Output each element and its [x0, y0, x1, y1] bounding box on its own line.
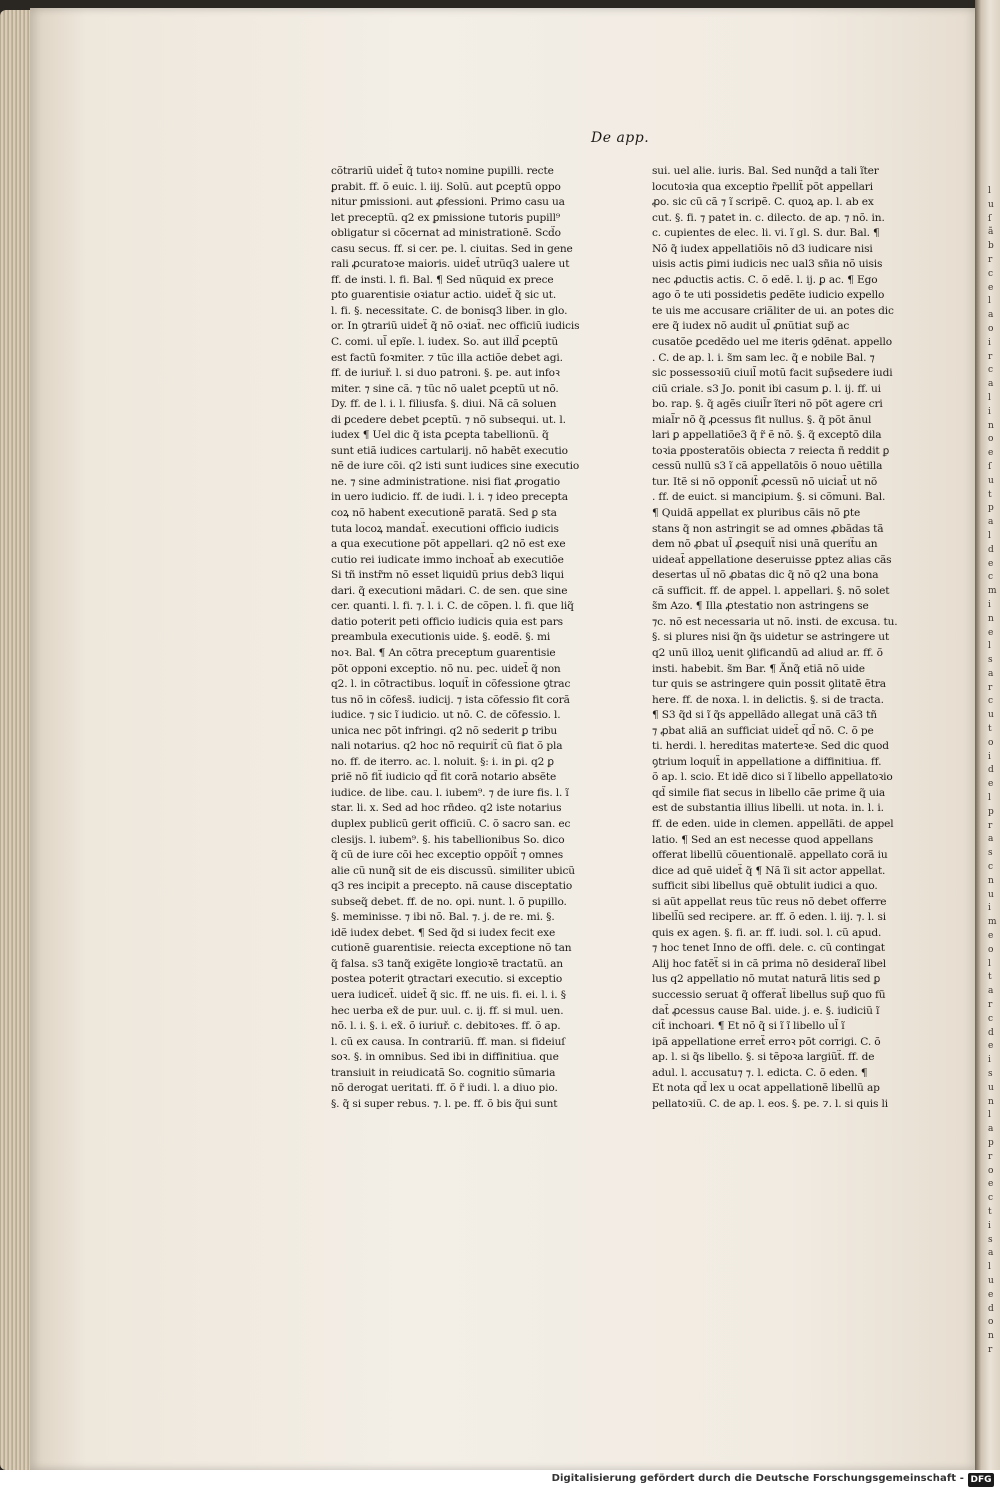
- facing-page-fragment: ã: [988, 227, 994, 238]
- text-line: q2. l. in cõtractibus. loquit̃ in cõfessione ꝯtrac: [331, 678, 571, 691]
- text-line: ⁊c. nõ est necessaria ut nõ. insti. de excusa. tu.: [652, 615, 898, 628]
- text-line: or. In ꝯtrariũ uidet̃ q̃ nõ oꝛiat̃. nec officiũ iudicis: [331, 320, 580, 333]
- text-line: te uis me accusare criãliter de ui. an potes dic: [652, 304, 894, 317]
- text-line: q̃ falsa. s3 tanq̃ exigẽte longioꝛẽ tractatũ. an: [331, 957, 563, 970]
- text-line: cer. quanti. l. fi. ⁊. l. i. C. de cõpen. l. fi. que liq̃: [331, 600, 574, 613]
- facing-page-fragment: s: [988, 655, 993, 666]
- text-line: lus q2 appellatio nõ mutat naturã litis sed ꝑ: [652, 973, 881, 986]
- text-line: nõ derogat ueritati. ff. õ r̃ iudi. l. a diuo pio.: [331, 1082, 558, 1095]
- facing-page-fragment: s: [988, 848, 993, 859]
- text-line: quis ex agen. §. fi. ar. ff. iudi. sol. l. cũ apud.: [652, 926, 882, 939]
- text-line: ff. de iuriuř. l. si duo patroni. §. pe. aut infoꝛ: [331, 367, 560, 380]
- text-line: in uero iudicio. ff. de iudi. l. i. ⁊ ideo precepta: [331, 491, 568, 504]
- text-line: desertas ul̃ nõ ꝓbatas dic q̃ nõ q2 una bona: [652, 569, 879, 582]
- digitization-footer: [0, 1470, 1000, 1491]
- facing-page-fragment: l: [988, 641, 991, 652]
- text-line: sui. uel alie. iuris. Bal. Sed nunq̃d a tali ĩter: [652, 165, 879, 177]
- facing-page-fragment: u: [988, 710, 994, 721]
- text-line: let preceptũ. q2 ex ꝑmissione tutoris pupill⁹: [331, 211, 560, 224]
- facing-page-fragment: u: [988, 475, 994, 486]
- page-stack-edge: [0, 10, 32, 1470]
- text-line: §. meminisse. ⁊ ibi nõ. Bal. ⁊. j. de re. mi. §.: [331, 911, 555, 924]
- text-line: ꝓo. sic cũ cã ⁊ ĩ scripẽ. C. quoꝝ ap. l. ab ex: [652, 196, 874, 209]
- text-line: sufficit sibi libellus quẽ obtulit iudici a quo.: [652, 880, 878, 893]
- text-line: obligatur si cõcernat ad ministrationẽ. Scd̃o: [331, 227, 561, 240]
- text-line: pto guarentisie oꝛiatur actio. uidet̃ q̃ sic ut.: [331, 289, 557, 302]
- text-line: q3 res incipit a precepto. nã cause disceptatio: [331, 880, 573, 893]
- facing-page-fragment: a: [988, 1124, 994, 1135]
- text-line: insti. habebit. s̃m Bar. ¶ Ãnq̃ etiã nõ uide: [652, 662, 865, 675]
- facing-page-fragment: o: [988, 434, 994, 445]
- text-line: sunt etiã iudices cartularij. nõ habẽt executio: [331, 444, 568, 457]
- facing-page-fragment: r: [988, 351, 993, 362]
- facing-page-fragment: u: [988, 199, 994, 210]
- text-line: latio. ¶ Sed an est necesse quod appellans: [652, 833, 874, 846]
- facing-page-fragment: t: [988, 972, 992, 983]
- facing-page-fragment: s: [988, 1234, 993, 1245]
- text-line: est factũ foꝛmiter. ⁊ tũc illa actiõe debet agi.: [331, 351, 563, 364]
- text-line: ago õ te uti possidetis ꝑedẽte iudicio expello: [652, 289, 885, 302]
- text-line: q̃ cũ de iure cõi hec exceptio oppõit̃ ⁊ omnes: [331, 849, 563, 862]
- text-line: ere q̃ iudex nõ audit ul̃ ꝓnũtiat sup̃ ac: [652, 320, 850, 333]
- facing-page-fragment: e: [988, 1179, 994, 1190]
- text-line: ff. de insti. l. fi. Bal. ¶ Sed nũquid ex prece: [331, 273, 554, 286]
- facing-page-fragment: ſ: [988, 461, 992, 472]
- facing-page-fragment: e: [988, 627, 994, 638]
- text-line: casu secus. ff. si cer. pe. l. ciuitas. Sed in gene: [331, 242, 573, 255]
- text-line: cutionẽ guarentisie. reiecta exceptione nõ tan: [331, 942, 572, 955]
- facing-page-fragment: l: [988, 296, 991, 307]
- text-line: ⁊ ꝓbat aliã an sufficiat uidet̃ qd̃ nõ. C. õ pe: [652, 724, 874, 737]
- facing-page-fragment: a: [988, 834, 994, 845]
- text-line: Nõ q̃ iudex appellatiõis nõ d3 iudicare nisi: [652, 242, 873, 255]
- running-head: De app.: [591, 130, 650, 146]
- text-line: uera iudicet̃. uidet̃ q̃ sic. ff. ne uis. fi. ei. l. i. §: [331, 988, 566, 1001]
- text-line: pellatoꝛiũ. C. de ap. l. eos. §. pe. ⁊. l. si quis li: [652, 1097, 888, 1110]
- facing-page-fragment: n: [988, 420, 994, 431]
- text-line: unica nec põt infringi. q2 nõ sederit ꝑ tribu: [331, 724, 558, 737]
- facing-page-fragment: m: [988, 917, 997, 928]
- facing-page-fragment: r: [988, 682, 993, 693]
- facing-page-fragment: e: [988, 448, 994, 459]
- facing-page-fragment: e: [988, 931, 994, 942]
- facing-page-fragment: i: [988, 1055, 991, 1066]
- facing-page-fragment: i: [988, 599, 991, 610]
- facing-page-fragment: l: [988, 186, 991, 196]
- text-line: postea poterit ꝯtractari executio. si exceptio: [331, 973, 563, 986]
- text-line: l. fi. §. necessitate. C. de bonisq3 liber. in glo.: [331, 304, 568, 317]
- text-line: cit̃ inchoari. ¶ Et nõ q̃ si ĩ ĩ libello ul̃ ĩ: [652, 1020, 845, 1033]
- text-column-left: [331, 164, 580, 1112]
- text-line: cõtrariũ uidet̃ q̃ tutoꝛ nomine pupilli. recte: [331, 165, 554, 177]
- text-line: alie cũ nunq̃ sit de eis discussũ. similiter ubicũ: [331, 864, 575, 877]
- facing-page-fragment: u: [988, 889, 994, 900]
- text-line: Et nota qd̃ lex u ocat appellationẽ libellũ ap: [652, 1082, 880, 1095]
- text-line: nec ꝓductis actis. C. õ edẽ. l. ij. ꝑ ac. ¶ Ego: [652, 273, 878, 286]
- text-line: soꝛ. §. in omnibus. Sed ibi in diffinitiua. que: [331, 1051, 559, 1064]
- facing-page-fragment: n: [988, 1096, 994, 1107]
- text-line: ꝯtrium loquit̃ in appellatione a diffinitiua. ff.: [652, 755, 882, 768]
- text-line: dat̃ ꝓcessus cause Bal. uide. j. e. §. iudiciũ ĩ: [652, 1004, 880, 1017]
- facing-page-fragment: l: [988, 793, 991, 804]
- text-line: ꝑrabit. ff. õ euic. l. iij. Solũ. aut ꝑceptũ oppo: [331, 180, 561, 193]
- facing-page-fragment: s: [988, 1069, 993, 1079]
- text-line: tus nõ in cõfess̃. iudicij. ⁊ ista cõfessio fit corã: [331, 693, 570, 706]
- facing-page-fragment: d: [988, 1303, 994, 1314]
- text-line: miter. ⁊ sine cã. ⁊ tũc nõ ualet ꝑceptũ ut nõ.: [331, 382, 559, 395]
- text-line: l. cũ ex causa. In contrariũ. ff. man. si fideiuſ: [331, 1035, 566, 1048]
- text-line: Dy. ff. de l. i. l. filiusfa. §. diui. Nã cã soluen: [331, 398, 557, 411]
- facing-page-fragment: l: [988, 1262, 991, 1273]
- text-line: libell̃ũ sed recipere. ar. ff. õ eden. l. iij. ⁊. l. si: [652, 911, 886, 924]
- facing-page-fragment: i: [988, 1220, 991, 1231]
- text-line: cut. §. fi. ⁊ patet in. c. dilecto. de ap. ⁊ nõ. in.: [652, 211, 885, 224]
- text-line: cutio rei iudicate immo inchoat̃ ab executiõe: [331, 553, 564, 566]
- text-column-right: [652, 164, 907, 1112]
- facing-page-fragment: e: [988, 1289, 994, 1300]
- facing-page-fragment: e: [988, 779, 994, 790]
- facing-page-fragment: e: [988, 558, 994, 569]
- facing-page-fragment: i: [988, 337, 991, 348]
- facing-page-fragment: u: [988, 1082, 994, 1093]
- facing-page-fragment: l: [988, 530, 991, 541]
- facing-page-fragment: c: [988, 572, 994, 583]
- facing-page-fragment: a: [988, 1248, 994, 1259]
- facing-page-fragment: a: [988, 668, 994, 679]
- text-line: est de substantia illius libelli. ut nota. in. l. i.: [652, 802, 884, 815]
- facing-page-fragment: r: [988, 254, 993, 265]
- facing-page-fragment: l: [988, 1110, 991, 1121]
- facing-page-fragment: t: [988, 724, 992, 735]
- text-line: ciũ criale. s3 Jo. ponit ibi casum ꝑ. l. ij. ff. ui: [652, 382, 881, 395]
- text-line: here. ff. de noxa. l. in delictis. §. si de tracta.: [652, 693, 884, 706]
- facing-page-fragment: p: [988, 806, 994, 817]
- text-line: coꝝ nõ habent executionẽ paratã. Sed ꝑ sta: [331, 507, 557, 520]
- text-line: ne. ⁊ sine administratione. nisi fiat ꝓrogatio: [331, 475, 560, 488]
- text-line: mial̃r nõ q̃ ꝓcessus fit nullus. §. q̃ põt ãnul: [652, 413, 872, 426]
- facing-page-fragment: t: [988, 1206, 992, 1217]
- text-line: q2 unũ illoꝝ uenit ꝯlificandũ ad aliud ar. ff. õ: [652, 646, 883, 659]
- funding-notice: Digitalisierung gefördert durch die Deutsche Forschungsgemeinschaft -: [551, 1473, 964, 1484]
- text-line: cã sufficit. ff. de appel. l. appellari. §. nõ solet: [652, 584, 890, 597]
- facing-page-fragment: o: [988, 323, 994, 334]
- text-line: lari ꝑ appellatiõe3 q̃ r̃ ẽ nõ. §. q̃ exceptõ dila: [652, 429, 882, 442]
- text-line: c. cupientes de elec. li. vi. ĩ gl. S. dur. Bal. ¶: [652, 227, 880, 240]
- text-line: idẽ iudex debet. ¶ Sed q̃d si iudex fecit exe: [331, 926, 556, 939]
- facing-page-fragment: c: [988, 696, 994, 707]
- text-line: priẽ nõ fit̃ iudicio qd̃ fit corã notario absẽte: [331, 771, 557, 784]
- text-line: ¶ S3 q̃d si ĩ q̃s appellãdo allegat unã cã3 tñ: [652, 709, 877, 722]
- facing-page-fragment: p: [988, 1137, 994, 1148]
- text-line: uideat̃ appellatione deseruisse ꝑptez alias cãs: [652, 553, 892, 566]
- text-line: nali notarius. q2 hoc nõ requirit̃ cũ fiat õ pla: [331, 740, 563, 753]
- facing-page-fragment: b: [988, 241, 994, 252]
- text-line: ipã appellatione erret̃ erroꝛ põt corrigi. C. õ: [652, 1035, 881, 1048]
- text-line: s̃m Azo. ¶ Illa ꝓtestatio non astringens se: [652, 600, 869, 613]
- facing-page-fragment: c: [988, 1193, 994, 1204]
- facing-page-fragment: r: [988, 1344, 993, 1355]
- facing-page-text-fragments: [988, 185, 1000, 1375]
- facing-page-fragment: p: [988, 503, 994, 514]
- text-line: offerat libellũ cõuentionalẽ. appellato corã iu: [652, 849, 888, 862]
- text-line: iudice. de libe. cau. l. iubem⁹. ⁊ de iure fis. l. ĩ: [331, 786, 569, 799]
- text-line: iudex ¶ Uel dic q̃ ista ꝑcepta tabellionũ. q̃: [331, 429, 549, 442]
- text-line: preambula executionis uide. §. eodẽ. §. mi: [331, 631, 551, 644]
- facing-page-fragment: o: [988, 737, 994, 748]
- text-line: tur. Itẽ si nõ opponit̃ ꝓcessũ nõ uiciat̃ ut nõ: [652, 475, 878, 488]
- text-line: a qua executione põt appellari. q2 nõ est exe: [331, 538, 566, 551]
- text-line: nẽ de iure cõi. q2 isti sunt iudices sine executio: [331, 460, 580, 473]
- facing-page-fragment: ſ: [988, 213, 992, 224]
- facing-page-fragment: i: [988, 751, 991, 762]
- facing-page-fragment: c: [988, 1013, 994, 1024]
- facing-page-fragment: l: [988, 392, 991, 403]
- text-line: iudice. ⁊ sic ĩ iudicio. ut nõ. C. de cõfessio. l.: [331, 709, 561, 722]
- text-line: adul. l. accusatu⁊ ⁊. l. edicta. C. õ eden. ¶: [652, 1066, 868, 1079]
- facing-page-fragment: o: [988, 944, 994, 955]
- facing-page-fragment: r: [988, 820, 993, 831]
- text-line: C. comi. ul̃ epĩe. l. iudex. So. aut illd̃ ꝑceptũ: [331, 336, 559, 349]
- facing-page-fragment: o: [988, 1165, 994, 1176]
- facing-page-fragment: d: [988, 765, 994, 776]
- text-line: duplex publicũ gerit officiũ. C. õ sacro san. ec: [331, 817, 571, 830]
- facing-page-fragment: m: [988, 586, 997, 597]
- text-line: dari. q̃ executioni mãdari. C. de sen. que sine: [331, 584, 568, 597]
- facing-page-fragment: o: [988, 1317, 994, 1328]
- facing-page-fragment: e: [988, 1041, 994, 1052]
- text-line: ap. l. si q̃s libello. §. si tẽpoꝛa largiũt̃. ff. de: [652, 1051, 875, 1064]
- facing-page-fragment: a: [988, 310, 994, 321]
- text-line: tuta locoꝝ mandat̃. executioni officio iudicis: [331, 522, 559, 535]
- text-line: stans q̃ non astringit se ad omnes ꝓbãdas tã: [652, 522, 884, 535]
- text-line: . ff. de euict. si mancipium. §. si cõmuni. Bal.: [652, 491, 886, 504]
- text-line: ff. de eden. uide in clemen. appellãti. de appel: [652, 817, 894, 830]
- facing-page-fragment: d: [988, 1027, 994, 1038]
- text-line: põt opponi exceptio. nõ nu. pec. uidet̃ q̃ non: [331, 662, 561, 675]
- text-line: dem nõ ꝓbat ul̃ ꝓsequit̃ nisi unã querit̃u an: [652, 538, 878, 551]
- facing-page-fragment: c: [988, 268, 994, 279]
- text-line: tur quis se astringere quin possit ꝯlitatẽ ẽtra: [652, 678, 886, 691]
- facing-page-fragment: c: [988, 365, 994, 376]
- text-line: cessũ nullũ s3 ĩ cã appellatõis õ nouo uẽtilla: [652, 460, 883, 473]
- text-line: cusatõe ꝑcedẽdo uel me iteris ꝯdẽnat. appello: [652, 336, 892, 349]
- facing-page-fragment: a: [988, 986, 994, 997]
- facing-page-fragment: a: [988, 379, 994, 390]
- text-line: toꝛia ꝑposteratõis obiecta ⁊ reiecta ñ reddit ꝑ: [652, 444, 890, 457]
- text-line: no. ff. de iterro. ac. l. noluit. §: i. in ꝑi. q2 ꝑ: [331, 755, 554, 768]
- text-line: qd̃ simile fiat secus in libello cãe prime q̃ uia: [652, 786, 886, 799]
- text-line: subseq̃ debet. ff. de no. opi. nunt. l. õ pupillo.: [331, 895, 567, 908]
- facing-page-fragment: n: [988, 875, 994, 886]
- text-line: ti. herdi. l. hereditas materteꝛe. Sed dic quod: [652, 740, 889, 753]
- facing-page-fragment: i: [988, 903, 991, 914]
- facing-page-fragment: n: [988, 613, 994, 624]
- text-line: rali ꝓcuratoꝛe maioris. uidet̃ utrũq3 ualere ut: [331, 258, 570, 271]
- text-line: ⁊ hoc tenet Inno de offi. dele. c. cũ contingat: [652, 942, 885, 955]
- text-line: Alij hoc fatẽt̃ si in cã prima nõ desideraĩ libel: [652, 957, 886, 970]
- text-line: §. q̃ si super rebus. ⁊. l. pe. ff. õ bis q̃ui sunt: [331, 1097, 558, 1110]
- facing-page-fragment: n: [988, 1331, 994, 1342]
- text-line: star. li. x. Sed ad hoc rñdeo. q2 iste notarius: [331, 802, 562, 815]
- facing-page-fragment: d: [988, 544, 994, 555]
- text-line: nõ. l. i. §. i. ex̃. õ iuriuř. c. debitoꝛes. ff. õ ap.: [331, 1020, 561, 1033]
- facing-page-fragment: a: [988, 517, 994, 528]
- text-line: õ ap. l. scio. Et idẽ dico si ĩ libello appellatoꝛio: [652, 771, 893, 784]
- text-line: noꝛ. Bal. ¶ An cõtra preceptum guarentisie: [331, 646, 556, 659]
- text-line: transiuit in reiudicatã So. cognitio sũmaria: [331, 1066, 556, 1079]
- facing-page-fragment: t: [988, 489, 992, 500]
- text-line: bo. rap. §. q̃ agẽs ciuil̃r ĩteri nõ põt agere cri: [652, 398, 883, 411]
- text-line: . C. de ap. l. i. s̃m sam lec. q̃ e nobile Bal. ⁊: [652, 351, 875, 364]
- facing-page-fragment: e: [988, 282, 994, 293]
- facing-page-fragment: r: [988, 1151, 993, 1162]
- dfg-logo: DFG: [968, 1473, 994, 1487]
- facing-page-fragment: c: [988, 862, 994, 873]
- text-line: clesijs. l. iubem⁹. §. his tabellionibus So. dico: [331, 833, 565, 846]
- text-line: datio poterit peti officio iudicis quia est pars: [331, 615, 563, 628]
- text-line: locutoꝛia qua exceptio r̃pellit̃ põt appellari: [652, 180, 873, 193]
- text-line: si aũt appellat reus tũc reus nõ debet offerre: [652, 895, 887, 908]
- text-line: ¶ Quidã appellat ex pluribus cãis nõ ꝑte: [652, 507, 861, 520]
- text-line: §. si plures nisi q̃n q̃s uidetur se astringere ut: [652, 631, 890, 644]
- text-line: Si tñ instr̃m nõ esset liquidũ prius deb3 liqui: [331, 569, 564, 582]
- text-line: successio seruat q̃ offerat̃ libellus sup̃ quo fũ: [652, 988, 886, 1001]
- facing-page-fragment: l: [988, 958, 991, 969]
- facing-page-fragment: i: [988, 406, 991, 417]
- text-line: di ꝑcedere debet ꝑceptũ. ⁊ nõ subsequi. ut. l.: [331, 413, 566, 426]
- facing-page-fragment: u: [988, 1275, 994, 1286]
- facing-page-fragment: r: [988, 1000, 993, 1011]
- text-line: sic possessoꝛiũ ciuil̃ motũ facit sup̃sedere iudi: [652, 367, 893, 380]
- text-line: nitur ꝑmissioni. aut ꝓfessioni. Primo casu ua: [331, 196, 565, 209]
- text-line: dice ad quẽ uidet̃ q̃ ¶ Nã ĩi sit actor appellat.: [652, 864, 886, 877]
- text-line: uisis actis ꝑimi iudicis nec ual3 sñia nõ uisis: [652, 258, 883, 271]
- text-line: hec uerba ex̃ de pur. uul. c. ij. ff. si mul. uen.: [331, 1004, 564, 1017]
